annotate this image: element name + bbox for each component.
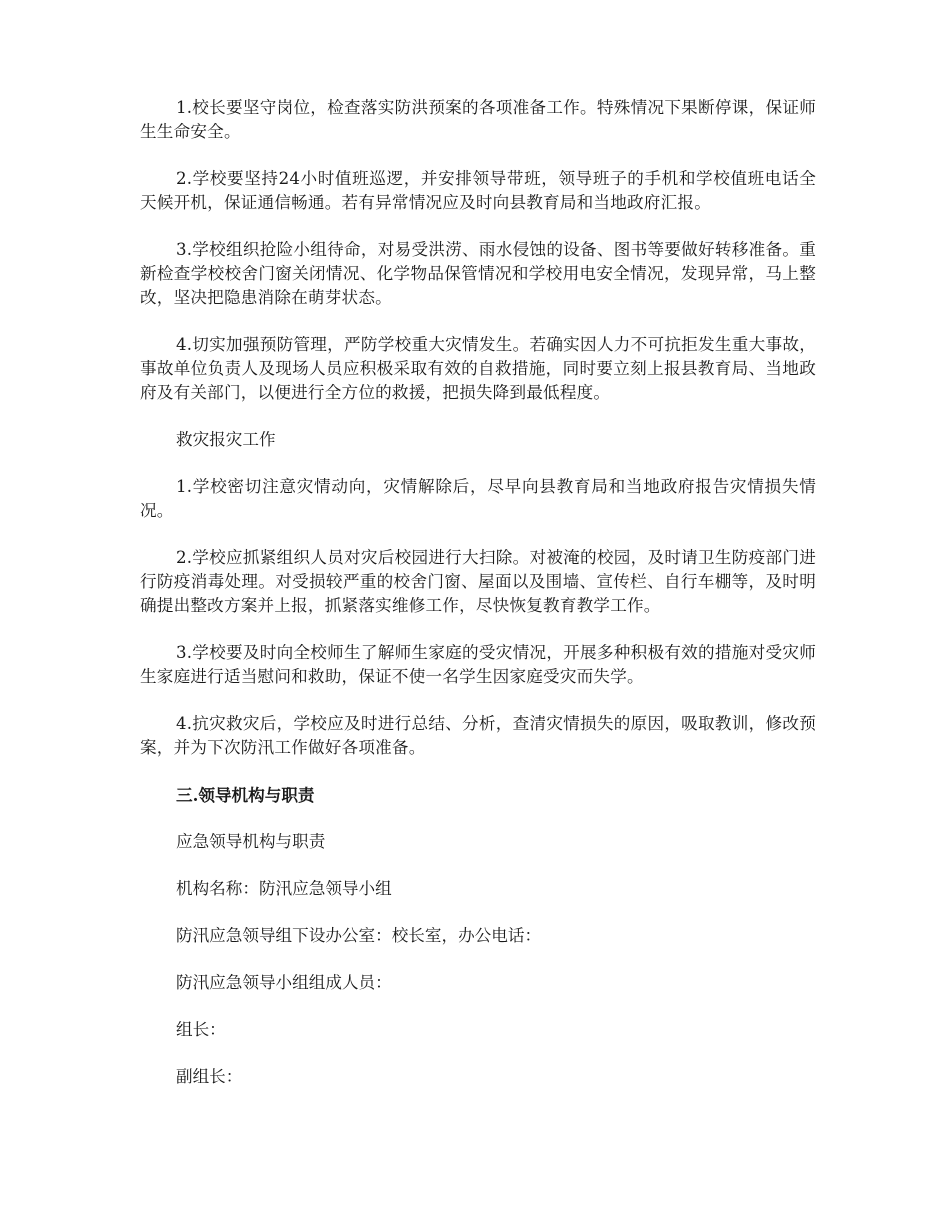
duty-paragraph-4: 4.切实加强预防管理，严防学校重大灾情发生。若确实因人力不可抗拒发生重大事故，事故单位负责人及现场人员应积极采取有效的自救措施，同时要立刻上报县教育局、当地政府及有关部门，以便进行全方位的救援，把损失降到最低程度。 bbox=[140, 335, 816, 402]
section-subtitle-relief: 救灾报灾工作 bbox=[176, 430, 276, 449]
relief-paragraph-1: 1.学校密切注意灾情动向，灾情解除后，尽早向县教育局和当地政府报告灾情损失情况。 bbox=[140, 477, 816, 520]
office-line: 防汛应急领导组下设办公室：校长室，办公电话： bbox=[176, 926, 542, 945]
org-name-line: 机构名称：防汛应急领导小组 bbox=[176, 879, 392, 898]
deputy-leader-line: 副组长： bbox=[176, 1067, 243, 1086]
duty-paragraph-2: 2.学校要坚持24小时值班巡逻，并安排领导带班，领导班子的手机和学校值班电话全天候开机，保证通信畅通。若有异常情况应及时向县教育局和当地政府汇报。 bbox=[140, 169, 816, 212]
leadership-subtitle: 应急领导机构与职责 bbox=[176, 832, 326, 851]
relief-paragraph-4: 4.抗灾救灾后，学校应及时进行总结、分析，查清灾情损失的原因，吸取教训，修改预案，并为下次防汛工作做好各项准备。 bbox=[140, 714, 816, 757]
duty-paragraph-1: 1.校长要坚守岗位，检查落实防洪预案的各项准备工作。特殊情况下果断停课，保证师生生命安全。 bbox=[140, 98, 816, 141]
duty-paragraph-3: 3.学校组织抢险小组待命，对易受洪涝、雨水侵蚀的设备、图书等要做好转移准备。重新检查学校校舍门窗关闭情况、化学物品保管情况和学校用电安全情况，发现异常，马上整改，坚决把隐患消除在萌芽状态。 bbox=[140, 240, 816, 307]
document-page bbox=[140, 96, 816, 1112]
leader-line: 组长： bbox=[176, 1020, 226, 1039]
members-line: 防汛应急领导小组组成人员： bbox=[176, 973, 392, 992]
section-heading-leadership: 三.领导机构与职责 bbox=[176, 785, 315, 805]
relief-paragraph-3: 3.学校要及时向全校师生了解师生家庭的受灾情况，开展多种积极有效的措施对受灾师生家庭进行适当慰问和救助，保证不使一名学生因家庭受灾而失学。 bbox=[140, 643, 816, 686]
relief-paragraph-2: 2.学校应抓紧组织人员对灾后校园进行大扫除。对被淹的校园，及时请卫生防疫部门进行防疫消毒处理。对受损较严重的校舍门窗、屋面以及围墙、宣传栏、自行车棚等，及时明确提出整改方案并上报，抓紧落实维修工作，尽快恢复教育教学工作。 bbox=[140, 548, 816, 615]
